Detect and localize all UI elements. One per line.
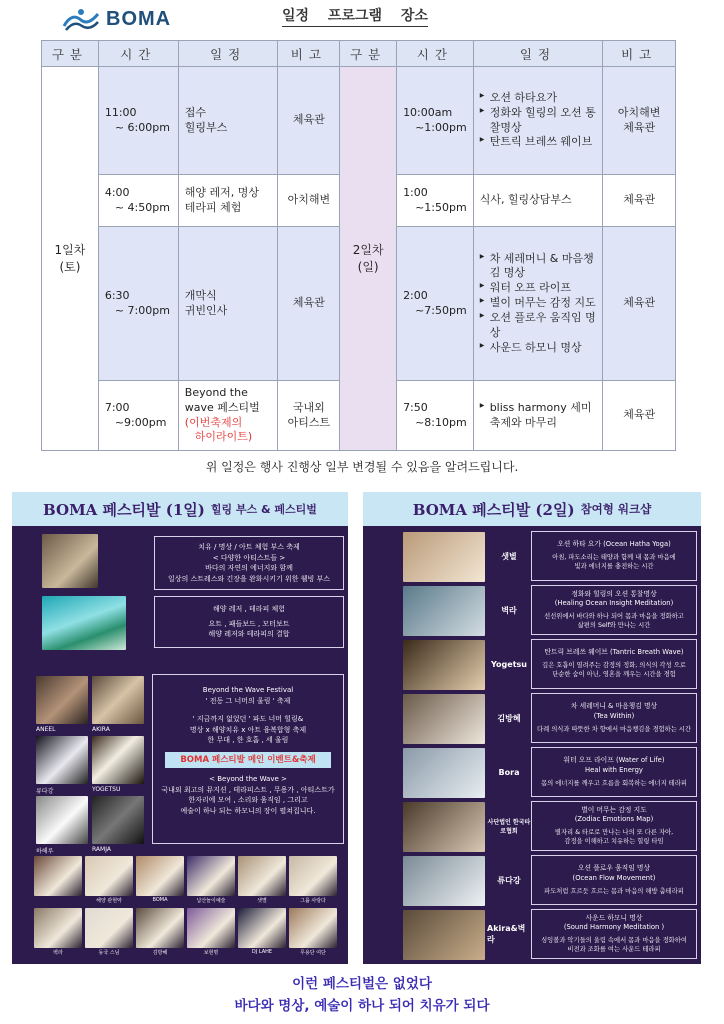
workshop-photo xyxy=(403,532,485,582)
performer-name: 김방혜 xyxy=(152,950,168,956)
performer-name: 보현명 xyxy=(203,950,219,956)
day2-label: 2일차 (일) xyxy=(340,67,397,451)
schedule-title: 일정 프로그램 장소 xyxy=(282,5,428,27)
workshop-item xyxy=(403,800,701,852)
workshop-leader: Akira&벽라 xyxy=(487,924,526,944)
header-div-2: 구분 xyxy=(340,41,397,67)
artist-photo xyxy=(36,736,88,784)
workshop-item xyxy=(403,746,701,798)
closing-line-1: 이런 페스티벌은 없었다 xyxy=(292,976,432,992)
note-cell: 체육관 xyxy=(278,67,340,175)
program-cell: 접수 힐링부스 xyxy=(178,67,278,175)
workshop-photo xyxy=(403,910,485,960)
header-program-2: 일정 xyxy=(473,41,603,67)
performer-photo xyxy=(136,908,184,948)
artist-photo xyxy=(92,796,144,844)
workshop-photo xyxy=(403,802,485,852)
performer-photo xyxy=(136,856,184,896)
workshop-leader: 샛별 xyxy=(501,551,517,561)
wave-logo-icon xyxy=(62,6,100,32)
workshop-item xyxy=(403,692,701,744)
workshop-info-box: 사운드 하모니 명상 (Sound Harmony Meditation ) 싱잉볼과 악기들의 울림 속에서 몸과 마음을 정화하여 비전과 조화를 여는 사운드 테라피 xyxy=(531,909,697,959)
artist-name: YOGETSU xyxy=(92,786,121,793)
performer-name: 샛별 xyxy=(257,898,267,904)
header-program: 일정 xyxy=(178,41,278,67)
note-cell: 체육관 xyxy=(278,227,340,381)
note-cell: 국내외 아티스트 xyxy=(278,381,340,451)
artist-name: 하해루 xyxy=(36,848,54,855)
note-cell: 체육관 xyxy=(603,381,676,451)
note-cell: 아치해변 xyxy=(278,175,340,227)
program-cell: 식사, 힐링상담부스 xyxy=(473,175,603,227)
workshop-leader: 류다강 xyxy=(497,875,521,885)
ocean-photo xyxy=(42,596,126,650)
workshop-photo xyxy=(403,640,485,690)
table-row xyxy=(42,67,676,175)
workshop-info-box: 별이 머무는 감정 지도 (Zodiac Emotions Map) 별자리 & 타로로 만나는 나의 또 다른 자아, 감정을 이해하고 치유하는 힐링 타임 xyxy=(531,801,697,851)
workshop-item xyxy=(403,908,701,960)
beyond-wave-box: Beyond the Wave Festival ' 전동 그 너머의 울림 ' 축제 ' 지금까지 없었던 ' 파도 너머 힐링& 명상 x 해양치유 x 아트 융복합형 축제 한 무대 , 한 호흡 , 세 울림 BOMA 페스티발 메인 이벤트&축제 < Beyond the Wave > 국내외 최고의 뮤지션 , 테라피스트 , 무용가 , 아티스트가 한자리에 모여 , 소리와 움직임 , 그리고 예술이 하나 되는 하모니의 장이 펼쳐집니다. xyxy=(152,674,344,844)
performer-name: 무용단 여단 xyxy=(300,950,326,956)
performer-name: 벽라 xyxy=(53,950,63,956)
artist-photo xyxy=(92,736,144,784)
workshop-info-box: 정화와 힐링의 오션 통찰명상 (Healing Ocean Insight Meditation) 선선위에서 바다와 하나 되어 몸과 마음을 정화하고 삶편의 Self와 만나는 시간 xyxy=(531,585,697,635)
header-time: 시간 xyxy=(98,41,178,67)
note-cell: 체육관 xyxy=(603,175,676,227)
time-cell: 10:00am ~1:00pm xyxy=(397,67,474,175)
artist-photo xyxy=(36,676,88,724)
program-cell: 개막식 귀빈인사 xyxy=(178,227,278,381)
artist-name: AKIRA xyxy=(92,726,110,733)
program-cell: ▶ bliss harmony 세미축제와 마무리 xyxy=(473,381,603,451)
time-cell: 4:00 ~ 4:50pm xyxy=(98,175,178,227)
day1-festival-panel xyxy=(12,492,348,964)
note-cell: 체육관 xyxy=(603,227,676,381)
workshop-photo xyxy=(403,694,485,744)
workshop-leader: 벽라 xyxy=(501,605,517,615)
day1-label: 1일차 (토) xyxy=(42,67,99,451)
brand-logo xyxy=(62,6,171,32)
panel-header xyxy=(12,492,348,526)
workshop-info-box: 오션 하타 요가 (Ocean Hatha Yoga) 아침, 파도소리는 태양과 함께 내 몸과 마음에 빛과 에너지를 충전하는 시간 xyxy=(531,531,697,581)
panel-subtitle: 참여형 워크샵 xyxy=(580,502,652,516)
program-cell: 해양 레저, 명상 테라피 체험 xyxy=(178,175,278,227)
booth-photo xyxy=(42,534,98,588)
performer-photo xyxy=(34,856,82,896)
panel-subtitle: 힐링 부스 & 페스티벌 xyxy=(210,503,317,516)
main-event-highlight: BOMA 페스티발 메인 이벤트&축제 xyxy=(165,752,331,769)
artist-name: RAMJA xyxy=(92,846,111,853)
artist-photo xyxy=(92,676,144,724)
header-note: 비고 xyxy=(278,41,340,67)
workshop-info-box: 오션 플로우 움직임 명상 (Ocean Flow Movement) 파도처럼 흐르듯 흐르는 몸과 마음의 해방 춤테라피 xyxy=(531,855,697,905)
workshop-leader: 김방혜 xyxy=(497,713,521,723)
time-cell: 7:00 ~9:00pm xyxy=(98,381,178,451)
time-cell: 6:30 ~ 7:00pm xyxy=(98,227,178,381)
performer-photo xyxy=(187,856,235,896)
performer-photo xyxy=(34,908,82,948)
header-div: 구분 xyxy=(42,41,99,67)
brand-name: BOMA xyxy=(106,7,172,30)
performer-photo xyxy=(289,908,337,948)
note-cell: 아치해변 체육관 xyxy=(603,67,676,175)
workshop-photo xyxy=(403,748,485,798)
performer-name: 납산놀이예술 xyxy=(196,898,226,904)
workshop-leader: Bora xyxy=(498,767,520,777)
performer-photo xyxy=(85,908,133,948)
workshop-leader: Yogetsu xyxy=(491,659,527,669)
artist-name: 류다강 xyxy=(36,788,54,795)
time-cell: 2:00 ~7:50pm xyxy=(397,227,474,381)
workshop-item xyxy=(403,530,701,582)
workshop-photo xyxy=(403,856,485,906)
performer-photo xyxy=(85,856,133,896)
performer-photo xyxy=(238,856,286,896)
table-header-row xyxy=(42,41,676,67)
performer-name: BOMA xyxy=(152,897,168,903)
time-cell: 1:00 ~1:50pm xyxy=(397,175,474,227)
program-cell: Beyond the wave 페스티벌 (이번축제의 하이라이트) xyxy=(178,381,278,451)
program-cell: ▶ 차 세레머니 & 마음챙김 명상 ▶ 워터 오프 라이프 ▶ 별이 머무는 감정 지도 ▶ 오션 플로우 움직임 명상 ▶ 사운드 하모니 명상 xyxy=(473,227,603,381)
workshop-item xyxy=(403,584,701,636)
panel-title: BOMA 페스티발 (1일) xyxy=(43,500,205,519)
schedule-notice: 위 일정은 행사 진행상 일부 변경될 수 있음을 알려드립니다. xyxy=(205,460,519,474)
leisure-info-box: 해양 레저 , 테라피 체험 요트 , 패들보드 , 모터보트 해양 레저와 테라피의 결합 xyxy=(154,596,344,648)
header-note-2: 비고 xyxy=(603,41,676,67)
day2-workshop-panel xyxy=(363,492,701,964)
performer-name: DJ LAHE xyxy=(251,949,273,955)
panel-header xyxy=(363,492,701,526)
artist-photo xyxy=(36,796,88,844)
closing-line-2: 바다와 명상, 예술이 하나 되어 치유가 되다 xyxy=(234,998,490,1014)
workshop-item xyxy=(403,638,701,690)
performer-name: 해양 관현악 xyxy=(96,898,122,904)
program-cell: ▶ 오션 하타요가 ▶ 정화와 힐링의 오션 통찰명상 ▶ 탄트릭 브레쓰 웨이브 xyxy=(473,67,603,175)
workshop-info-box: 차 세레머니 & 마음챙김 명상 (Tea Within) 다례 의식과 따뜻한 차 향에서 마음챙김을 경험하는 시간 xyxy=(531,693,697,743)
performer-photo xyxy=(289,856,337,896)
header-time-2: 시간 xyxy=(397,41,474,67)
workshop-info-box: 탄트릭 브레쓰 웨이브 (Tantric Breath Wave) 깊은 호흡이 열려주는 감정의 정화, 의식의 각성 으로 단순한 숨이 아닌, 영혼을 깨우는 시간을 경험 xyxy=(531,639,697,689)
schedule-table xyxy=(41,40,676,451)
workshop-photo xyxy=(403,586,485,636)
performer-photo xyxy=(187,908,235,948)
booth-info-box: 치유 / 명상 / 아트 체험 부스 축제 < 다양한 아티스트들 > 바다의 자연의 에너지와 함께 일상의 스트레스와 긴장을 완화시키기 위한 웰빙 부스 xyxy=(154,536,344,590)
panel-title: BOMA 페스티발 (2일) xyxy=(412,500,575,519)
artist-name: ANEEL xyxy=(36,726,56,733)
performer-name: 동국 스님 xyxy=(98,950,120,956)
workshop-info-box: 워터 오프 라이프 (Water of Life) Heal with Energy 몸의 에너지를 깨우고 흐름을 회복하는 에너지 테라피 xyxy=(531,747,697,797)
workshop-item xyxy=(403,854,701,906)
time-cell: 11:00 ~ 6:00pm xyxy=(98,67,178,175)
time-cell: 7:50 ~8:10pm xyxy=(397,381,474,451)
performer-photo xyxy=(238,908,286,948)
workshop-leader: 사단법인 한국타로협회 xyxy=(487,819,531,835)
performer-name: 그룹 사랑다 xyxy=(300,898,326,904)
